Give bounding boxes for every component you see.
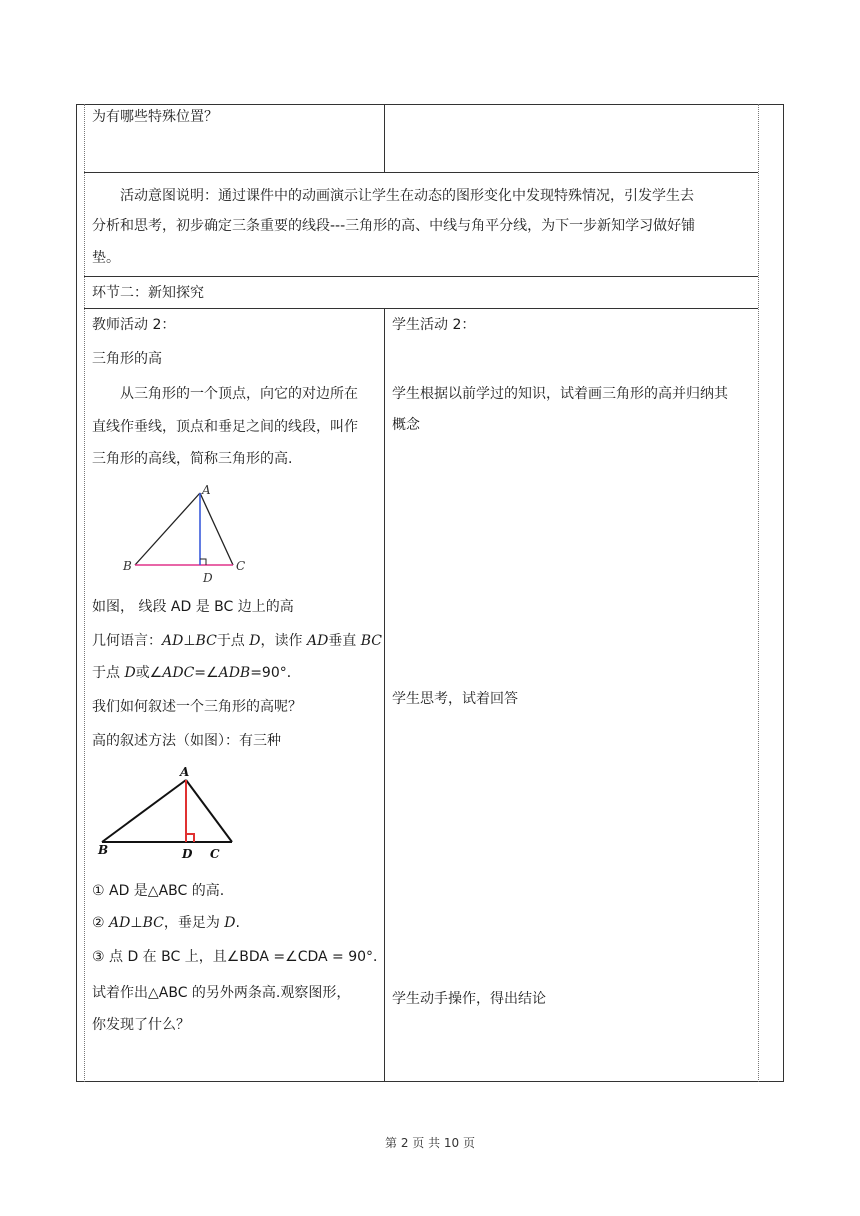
method-2: ② AD⊥BC，垂足为 D. [92,915,240,931]
fig1-side-ab [135,493,200,565]
try-line-1: 试着作出△ABC 的另外两条高.观察图形， [92,985,351,1001]
table-inner-left-border [84,104,85,1082]
fig1-side-ac [200,493,233,565]
fig2-label-b: B [98,843,109,857]
fig2-side-ac [186,780,232,842]
fig1-label-a: A [202,483,211,497]
row-divider-2 [84,276,758,277]
column-divider-top [384,104,385,172]
definition-line-1: 从三角形的一个顶点，向它的对边所在 [120,386,358,402]
row-divider-3 [84,308,758,309]
row-divider-1 [84,172,758,173]
geometry-language-line-1: 几何语言：AD⊥BC于点 D，读作 AD垂直 BC [92,633,383,649]
fig2-label-a: A [180,765,190,779]
table-outer-border [76,104,784,1082]
fig1-right-angle-mark [200,559,206,565]
student-activity-2: 学生思考，试着回答 [392,691,518,707]
definition-line-2: 直线作垂线，顶点和垂足之间的线段，叫作 [92,419,358,435]
as-figure-line: 如图， 线段 AD 是 BC 边上的高 [92,599,294,615]
question-line: 我们如何叙述一个三角形的高呢？ [92,699,302,715]
teacher-heading: 教师活动 2： [92,317,176,333]
definition-line-3: 三角形的高线，简称三角形的高. [92,451,293,467]
fig2-side-ab [102,780,186,842]
student-heading: 学生活动 2： [392,317,476,333]
geometry-language-line-2: 于点 D或∠ADC=∠ADB=90°． [92,665,301,681]
fig2-label-c: C [210,847,220,861]
row1-left-text: 为有哪些特殊位置？ [92,109,218,125]
fig1-label-b: B [123,559,132,573]
page-footer: 第 2 页 共 10 页 [385,1136,475,1150]
teacher-subtitle: 三角形的高 [92,351,162,367]
intent-line-1: 活动意图说明：通过课件中的动画演示让学生在动态的图形变化中发现特殊情况，引发学生去 [120,188,694,204]
section-title: 环节二：新知探究 [92,285,204,301]
method-1: ① AD 是△ABC 的高. [92,883,225,899]
methods-title: 高的叙述方法（如图）：有三种 [92,733,281,749]
fig1-label-d: D [203,571,213,585]
student-activity-3: 学生动手操作，得出结论 [392,991,546,1007]
fig2-label-d: D [182,847,193,861]
triangle-figure-2 [94,762,254,862]
method-3: ③ 点 D 在 BC 上，且∠BDA =∠CDA = 90°． [92,949,388,965]
intent-line-2: 分析和思考，初步确定三条重要的线段---三角形的高、中线与角平分线，为下一步新知学习做好铺 [92,218,696,234]
student-activity-1-line-2: 概念 [392,417,420,433]
student-activity-1-line-1: 学生根据以前学过的知识，试着画三角形的高并归纳其 [392,386,728,402]
fig1-label-c: C [236,559,246,573]
triangle-figure-1 [118,482,258,586]
fig2-right-angle-mark [186,834,194,842]
intent-line-3: 垫。 [92,250,120,266]
try-line-2: 你发现了什么？ [92,1017,190,1033]
table-inner-right-border [758,104,759,1082]
